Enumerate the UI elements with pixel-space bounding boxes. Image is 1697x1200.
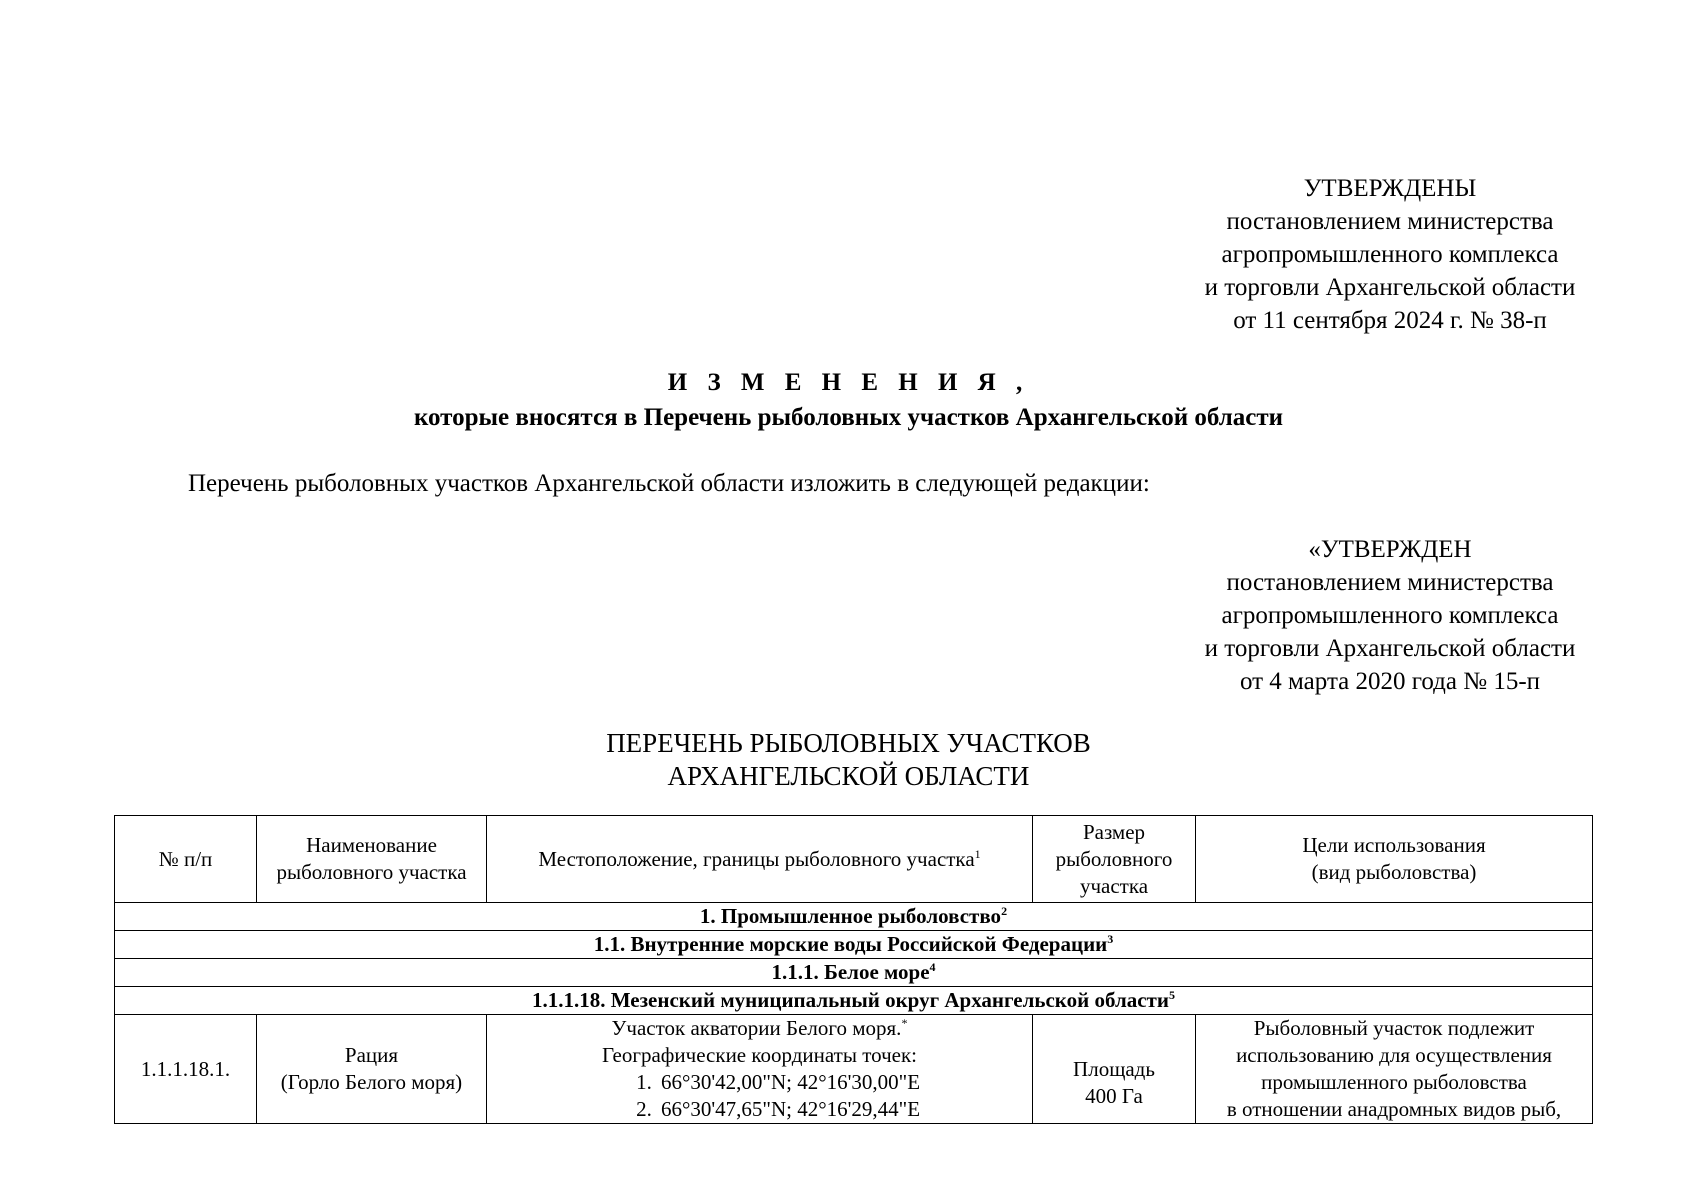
section-row xyxy=(115,931,1593,959)
header-goal-line-1: Цели использования xyxy=(1302,833,1486,857)
approval-top-line-3: агропромышленного комплекса xyxy=(1221,241,1559,268)
section-white-sea: 1.1.1. Белое море$^4$ xyxy=(115,959,1593,987)
header-name xyxy=(257,816,487,903)
row-goal-line-4: в отношении анадромных видов рыб, xyxy=(1226,1097,1562,1121)
section-internal-waters: 1.1. Внутренние морские воды Российской Федерации$^3$ xyxy=(115,931,1593,959)
row-goal xyxy=(1196,1015,1593,1124)
row-location-line-1: Участок акватории Белого моря.* xyxy=(611,1016,908,1040)
footnote-ref: 3 xyxy=(1107,932,1114,946)
table-row xyxy=(115,1015,1593,1124)
approval-block-quoted xyxy=(1150,533,1630,698)
fishing-areas-table xyxy=(114,815,1593,1124)
header-goal xyxy=(1196,816,1593,903)
intro-paragraph: Перечень рыболовных участков Архангельской области изложить в следующей редакции: xyxy=(188,470,1150,497)
row-size-line-1: Площадь xyxy=(1073,1056,1155,1081)
row-location xyxy=(487,1015,1033,1124)
approval-top-line-2: постановлением министерства xyxy=(1226,208,1554,235)
approval-quoted-line-1: «УТВЕРЖДЕН xyxy=(1308,536,1472,563)
header-size-line-2: рыболовного xyxy=(1055,846,1173,871)
document-title: И З М Е Н Е Н И Я , xyxy=(667,369,1030,396)
section-mezen-district: 1.1.1.18. Мезенский муниципальный округ Архангельской области$^5$ xyxy=(115,987,1593,1015)
header-size xyxy=(1033,816,1196,903)
document-subtitle: которые вносятся в Перечень рыболовных участков Архангельской области xyxy=(413,404,1284,431)
section-row xyxy=(115,903,1593,931)
coordinate-item: 1. 66°30'42,00"N; 42°16'30,00"E xyxy=(636,1070,921,1094)
header-name-line-2: рыболовного участка xyxy=(276,860,467,884)
header-location-text: Местоположение, границы рыболовного участка xyxy=(538,846,975,871)
row-location-line-2: Географические координаты точек: xyxy=(602,1043,917,1067)
row-name-line-1: Рация xyxy=(344,1043,399,1067)
approval-quoted-line-5: от 4 марта 2020 года № 15-п xyxy=(1239,668,1541,695)
header-size-line-1: Размер xyxy=(1082,819,1146,844)
footnote-ref: * xyxy=(901,1016,908,1030)
footnote-ref: 2 xyxy=(1001,904,1008,918)
coordinate-item: 2. 66°30'47,65"N; 42°16'29,44"E xyxy=(636,1097,921,1121)
row-goal-line-3: промышленного рыболовства xyxy=(1261,1070,1527,1094)
table-header-row xyxy=(115,816,1593,903)
approval-top-line-4: и торговли Архангельской области xyxy=(1204,274,1576,301)
row-name xyxy=(257,1015,487,1124)
approval-top-line-1: УТВЕРЖДЕНЫ xyxy=(1303,175,1477,202)
section-industrial-fishing: 1. Промышленное рыболовство$^2$ xyxy=(115,903,1593,931)
row-goal-line-2: использованию для осуществления xyxy=(1236,1043,1552,1067)
list-title-line-1: ПЕРЕЧЕНЬ РЫБОЛОВНЫХ УЧАСТКОВ xyxy=(606,728,1091,758)
header-goal-line-2: (вид рыболовства) xyxy=(1311,860,1477,884)
row-size xyxy=(1033,1015,1196,1124)
row-size-line-2: 400 Га xyxy=(1085,1083,1143,1108)
header-location xyxy=(487,816,1033,903)
approval-top-line-5: от 11 сентября 2024 г. № 38-п xyxy=(1233,307,1547,334)
section-row xyxy=(115,987,1593,1015)
approval-quoted-line-2: постановлением министерства xyxy=(1226,569,1554,596)
row-goal-line-1: Рыболовный участок подлежит xyxy=(1253,1016,1535,1040)
approval-quoted-line-4: и торговли Архангельской области xyxy=(1204,635,1576,662)
header-name-line-1: Наименование xyxy=(306,833,437,857)
footnote-ref: 4 xyxy=(929,960,936,974)
header-size-line-3: участка xyxy=(1079,873,1149,898)
row-num: 1.1.1.18.1. xyxy=(115,1015,257,1124)
footnote-ref: 5 xyxy=(1168,988,1175,1002)
footnote-ref: 1 xyxy=(974,846,981,861)
approval-quoted-line-3: агропромышленного комплекса xyxy=(1221,602,1559,629)
row-name-line-2: (Горло Белого моря) xyxy=(280,1070,463,1094)
section-row xyxy=(115,959,1593,987)
header-num: № п/п xyxy=(115,816,257,903)
list-title-line-2: АРХАНГЕЛЬСКОЙ ОБЛАСТИ xyxy=(667,761,1030,791)
approval-block-top xyxy=(1150,172,1630,337)
